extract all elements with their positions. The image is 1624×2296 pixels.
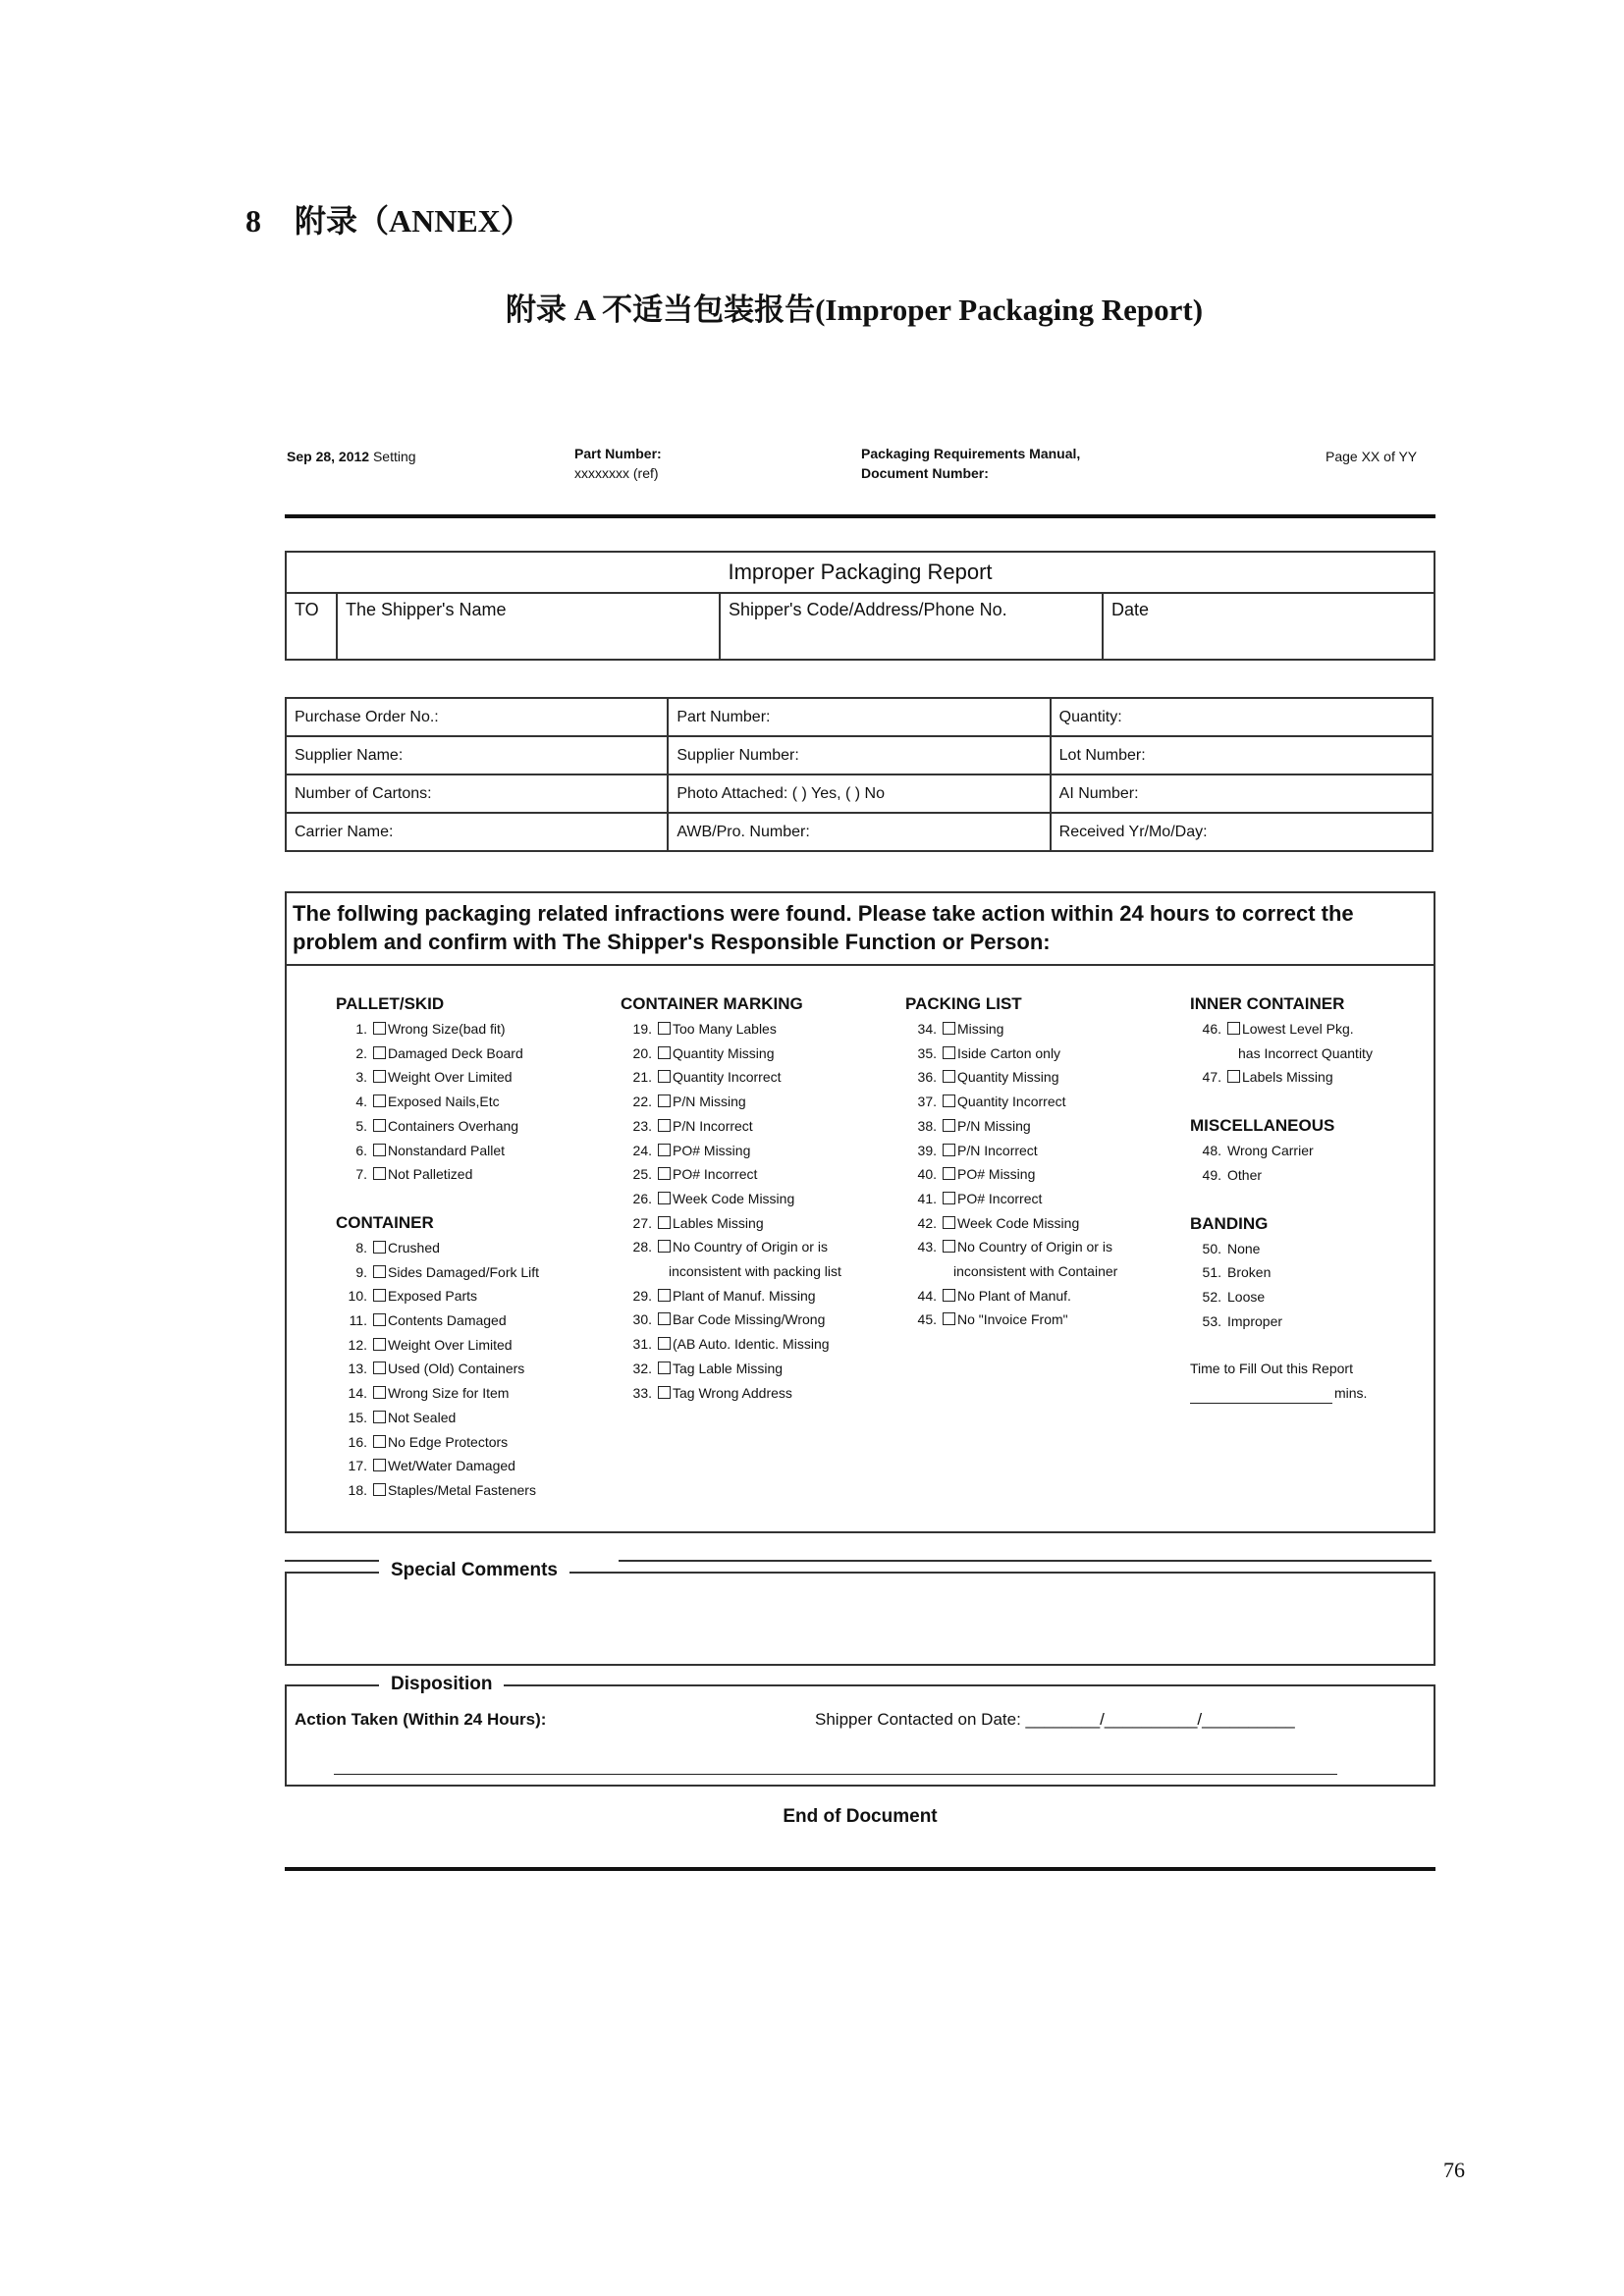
- time-field: [1190, 1381, 1373, 1407]
- item-label: No Country of Origin or is: [673, 1239, 828, 1255]
- list-item[interactable]: [336, 1406, 539, 1430]
- item-label: Weight Over Limited: [388, 1069, 513, 1086]
- checkbox[interactable]: [373, 1022, 386, 1035]
- category-title: CONTAINER: [336, 1212, 434, 1232]
- item-label: Wrong Size(bad fit): [388, 1021, 506, 1037]
- item-number: 14.: [348, 1385, 367, 1402]
- list-item[interactable]: [336, 1381, 539, 1406]
- checkbox[interactable]: [658, 1144, 671, 1156]
- checkbox[interactable]: [373, 1386, 386, 1399]
- checkbox[interactable]: [943, 1240, 955, 1253]
- list-item[interactable]: [905, 1090, 1117, 1114]
- checkbox-list: [336, 1236, 539, 1503]
- checkbox[interactable]: [373, 1411, 386, 1423]
- item-label: Staples/Metal Fasteners: [388, 1481, 536, 1498]
- list-item[interactable]: [336, 1041, 539, 1066]
- checkbox[interactable]: [658, 1289, 671, 1302]
- item-label: Contents Damaged: [388, 1312, 507, 1329]
- item-label: Crushed: [388, 1239, 440, 1255]
- list-item: [1190, 1309, 1373, 1334]
- checkbox[interactable]: [1227, 1022, 1240, 1035]
- time-label: Time to Fill Out this Report: [1190, 1361, 1353, 1377]
- list-item: [1190, 1237, 1373, 1261]
- item-label: Bar Code Missing/Wrong: [673, 1311, 826, 1328]
- item-label: Quantity Incorrect: [957, 1094, 1066, 1110]
- list-item[interactable]: [621, 1308, 841, 1332]
- checkbox-list: [336, 1017, 539, 1187]
- item-label: Exposed Parts: [388, 1288, 478, 1305]
- list-item[interactable]: [905, 1211, 1117, 1236]
- checkbox[interactable]: [373, 1265, 386, 1278]
- item-label: Nonstandard Pallet: [388, 1142, 506, 1158]
- category-title: MISCELLANEOUS: [1190, 1116, 1335, 1136]
- category-title: PACKING LIST: [905, 994, 1022, 1013]
- item-number: 43.: [917, 1239, 937, 1255]
- item-number: 8.: [355, 1239, 367, 1255]
- list-item[interactable]: [336, 1333, 539, 1358]
- item-label: Weight Over Limited: [388, 1336, 513, 1353]
- item-number: 25.: [632, 1166, 652, 1183]
- checkbox[interactable]: [1227, 1070, 1240, 1083]
- checkbox[interactable]: [658, 1070, 671, 1083]
- pallet-column: [336, 991, 539, 1503]
- item-number: 5.: [355, 1117, 367, 1134]
- item-label: Sides Damaged/Fork Lift: [388, 1263, 540, 1280]
- item-number: 4.: [355, 1094, 367, 1110]
- list-item[interactable]: [336, 1139, 539, 1163]
- list-item[interactable]: [905, 1041, 1117, 1066]
- item-number: 2.: [355, 1044, 367, 1061]
- list-item: [1190, 1139, 1373, 1163]
- header-manual: [861, 444, 1080, 483]
- item-label: No Country of Origin or is: [957, 1239, 1112, 1255]
- checkbox-list: [905, 1017, 1117, 1332]
- awb-number-field: AWB/Pro. Number:: [668, 813, 1050, 851]
- list-item: [1190, 1163, 1373, 1188]
- item-number: 22.: [632, 1094, 652, 1110]
- item-label: Quantity Missing: [673, 1044, 775, 1061]
- carrier-name-field: Carrier Name:: [286, 813, 668, 851]
- item-number: 17.: [348, 1458, 367, 1474]
- item-label-continued: inconsistent with packing list: [669, 1263, 841, 1280]
- item-label: Improper: [1227, 1312, 1283, 1329]
- list-item[interactable]: [336, 1065, 539, 1090]
- item-number: 46.: [1202, 1021, 1221, 1037]
- item-label: Wrong Size for Item: [388, 1385, 510, 1402]
- item-label: Exposed Nails,Etc: [388, 1094, 500, 1110]
- list-item[interactable]: [336, 1357, 539, 1381]
- checkbox[interactable]: [373, 1435, 386, 1448]
- item-label-continued: has Incorrect Quantity: [1238, 1044, 1373, 1061]
- item-number: 51.: [1202, 1264, 1221, 1281]
- list-item[interactable]: [336, 1430, 539, 1455]
- list-item[interactable]: [905, 1235, 1117, 1259]
- item-label: Not Sealed: [388, 1409, 457, 1425]
- item-number: 32.: [632, 1360, 652, 1376]
- numbered-list: [1190, 1139, 1373, 1187]
- list-item[interactable]: [336, 1236, 539, 1260]
- table-row: [286, 736, 1433, 774]
- item-number: 1.: [355, 1021, 367, 1037]
- item-number: 13.: [348, 1361, 367, 1377]
- checkbox[interactable]: [943, 1144, 955, 1156]
- quantity-field: Quantity:: [1051, 698, 1433, 736]
- list-item[interactable]: [336, 1284, 539, 1308]
- item-label: Lowest Level Pkg.: [1242, 1021, 1354, 1037]
- comments-line-left: [285, 1560, 383, 1562]
- item-label-continued: inconsistent with Container: [953, 1263, 1118, 1280]
- checkbox-list: [1190, 1017, 1373, 1090]
- checkbox[interactable]: [658, 1337, 671, 1350]
- numbered-list: [1190, 1237, 1373, 1334]
- list-item[interactable]: [905, 1308, 1117, 1332]
- table-row: [286, 774, 1433, 813]
- supplier-name-field: Supplier Name:: [286, 736, 668, 774]
- list-item[interactable]: [905, 1162, 1117, 1187]
- report-title: Improper Packaging Report: [287, 553, 1434, 594]
- special-comments-label: Special Comments: [379, 1560, 569, 1581]
- item-label: No "Invoice From": [957, 1311, 1068, 1328]
- checkbox[interactable]: [373, 1167, 386, 1180]
- item-label: P/N Missing: [957, 1117, 1031, 1134]
- item-label: Tag Wrong Address: [673, 1384, 792, 1401]
- checkbox[interactable]: [658, 1362, 671, 1374]
- item-number: 53.: [1202, 1312, 1221, 1329]
- item-label: PO# Missing: [957, 1166, 1036, 1183]
- action-taken-label: Action Taken (Within 24 Hours):: [295, 1710, 547, 1729]
- item-number: 16.: [348, 1433, 367, 1450]
- list-item[interactable]: [621, 1357, 841, 1381]
- checkbox[interactable]: [373, 1046, 386, 1059]
- list-item[interactable]: [621, 1041, 841, 1066]
- list-item[interactable]: [621, 1332, 841, 1357]
- item-number: 34.: [917, 1021, 937, 1037]
- checkbox[interactable]: [373, 1313, 386, 1326]
- checkbox[interactable]: [943, 1167, 955, 1180]
- item-label: Wrong Carrier: [1227, 1143, 1314, 1159]
- checkbox[interactable]: [943, 1119, 955, 1132]
- action-underline: [334, 1774, 1337, 1775]
- item-number: 52.: [1202, 1288, 1221, 1305]
- list-item[interactable]: [905, 1284, 1117, 1308]
- end-of-document: End of Document: [783, 1806, 938, 1827]
- mins-label: mins.: [1334, 1385, 1368, 1402]
- infractions-heading: The follwing packaging related infractions were found. Please take action within 24 hours to correct the problem and confirm with The Shipper's Responsible Function or Person:: [287, 893, 1434, 966]
- checkbox[interactable]: [373, 1338, 386, 1351]
- ai-number-field: AI Number:: [1051, 774, 1433, 813]
- checkbox[interactable]: [943, 1046, 955, 1059]
- list-item[interactable]: [336, 1114, 539, 1139]
- item-number: 40.: [917, 1166, 937, 1183]
- checkbox[interactable]: [373, 1144, 386, 1156]
- checkbox[interactable]: [943, 1312, 955, 1325]
- item-number: 28.: [632, 1239, 652, 1255]
- info-table: [285, 697, 1434, 852]
- item-label: Wet/Water Damaged: [388, 1458, 515, 1474]
- list-item[interactable]: [621, 1065, 841, 1090]
- checkbox[interactable]: [658, 1167, 671, 1180]
- checkbox[interactable]: [943, 1216, 955, 1229]
- date-field: Date: [1102, 594, 1434, 659]
- header-setting: Setting: [372, 449, 416, 464]
- header-date-value: Sep 28, 2012: [287, 449, 370, 464]
- checkbox[interactable]: [658, 1312, 671, 1325]
- section-heading: [245, 196, 532, 241]
- item-number: 18.: [348, 1481, 367, 1498]
- list-item[interactable]: [336, 1162, 539, 1187]
- item-label: Containers Overhang: [388, 1117, 519, 1134]
- list-item[interactable]: [905, 1065, 1117, 1090]
- checkbox[interactable]: [943, 1289, 955, 1302]
- checkbox[interactable]: [373, 1119, 386, 1132]
- item-number: 33.: [632, 1384, 652, 1401]
- checkbox[interactable]: [373, 1483, 386, 1496]
- checkbox[interactable]: [658, 1240, 671, 1253]
- checkbox[interactable]: [658, 1119, 671, 1132]
- item-label: Loose: [1227, 1288, 1266, 1305]
- packing-column: [905, 991, 1117, 1332]
- item-label: Labels Missing: [1242, 1069, 1333, 1086]
- checkbox-list: [621, 1017, 841, 1405]
- checkbox[interactable]: [658, 1022, 671, 1035]
- item-label: Damaged Deck Board: [388, 1044, 523, 1061]
- header-part-number: [574, 444, 662, 483]
- item-label: Broken: [1227, 1264, 1272, 1281]
- item-label: No Plant of Manuf.: [957, 1287, 1071, 1304]
- item-label: None: [1227, 1240, 1261, 1256]
- item-label: Plant of Manuf. Missing: [673, 1287, 816, 1304]
- item-label: Quantity Missing: [957, 1069, 1059, 1086]
- item-label: Used (Old) Containers: [388, 1361, 525, 1377]
- item-label: Too Many Lables: [673, 1021, 777, 1037]
- shipper-name-field: The Shipper's Name: [336, 594, 719, 659]
- list-item[interactable]: [621, 1235, 841, 1259]
- list-item: [1190, 1260, 1373, 1285]
- item-number: 35.: [917, 1044, 937, 1061]
- disposition-box: [285, 1684, 1435, 1787]
- item-label: (AB Auto. Identic. Missing: [673, 1336, 830, 1353]
- list-item[interactable]: [621, 1162, 841, 1187]
- section-title: 附录（ANNEX）: [295, 203, 532, 239]
- item-number: 3.: [355, 1069, 367, 1086]
- list-item[interactable]: [1190, 1065, 1373, 1090]
- inner-column: [1190, 991, 1373, 1407]
- list-item[interactable]: [336, 1090, 539, 1114]
- item-number: 47.: [1202, 1069, 1221, 1086]
- comments-line-right: [619, 1560, 1432, 1562]
- item-number: 42.: [917, 1214, 937, 1231]
- item-number: 48.: [1202, 1143, 1221, 1159]
- item-label: PO# Incorrect: [673, 1166, 758, 1183]
- item-number: 30.: [632, 1311, 652, 1328]
- shipper-code-field: Shipper's Code/Address/Phone No.: [719, 594, 1102, 659]
- item-number: 27.: [632, 1214, 652, 1231]
- disposition-label: Disposition: [379, 1674, 504, 1695]
- lot-number-field: Lot Number:: [1051, 736, 1433, 774]
- checkbox[interactable]: [373, 1362, 386, 1374]
- report-header-box: [285, 551, 1435, 661]
- item-label: PO# Incorrect: [957, 1190, 1043, 1206]
- list-item[interactable]: [621, 1139, 841, 1163]
- manual-line2: Document Number:: [861, 465, 989, 481]
- list-item[interactable]: [621, 1187, 841, 1211]
- item-label: Week Code Missing: [673, 1190, 795, 1206]
- item-number: 23.: [632, 1117, 652, 1134]
- header-rule: [285, 514, 1435, 518]
- list-item[interactable]: [621, 1381, 841, 1406]
- checkbox[interactable]: [943, 1192, 955, 1204]
- item-number: 7.: [355, 1166, 367, 1183]
- checkbox[interactable]: [658, 1095, 671, 1107]
- list-item[interactable]: [621, 1017, 841, 1041]
- item-label: P/N Incorrect: [673, 1117, 753, 1134]
- list-item[interactable]: [336, 1308, 539, 1333]
- item-number: 6.: [355, 1142, 367, 1158]
- category-title: CONTAINER MARKING: [621, 994, 803, 1013]
- annex-title: 附录 A 不适当包装报告(Improper Packaging Report): [505, 293, 1204, 327]
- item-number: 12.: [348, 1336, 367, 1353]
- item-number: 36.: [917, 1069, 937, 1086]
- item-number: 21.: [632, 1069, 652, 1086]
- list-item[interactable]: [336, 1478, 539, 1503]
- item-label: Quantity Incorrect: [673, 1069, 782, 1086]
- time-underline: [1190, 1403, 1332, 1404]
- manual-line1: Packaging Requirements Manual,: [861, 446, 1081, 461]
- list-item[interactable]: [336, 1454, 539, 1478]
- checkbox[interactable]: [943, 1070, 955, 1083]
- checkbox[interactable]: [943, 1022, 955, 1035]
- list-item[interactable]: [1190, 1017, 1373, 1041]
- category-title: PALLET/SKID: [336, 994, 445, 1013]
- shipper-contacted-label: Shipper Contacted on Date: ________/__________/__________: [815, 1710, 1295, 1729]
- item-number: 45.: [917, 1311, 937, 1328]
- page-number: 76: [1443, 2158, 1465, 2182]
- checkbox[interactable]: [373, 1095, 386, 1107]
- marking-column: [621, 991, 841, 1405]
- item-label: Not Palletized: [388, 1166, 473, 1183]
- part-number-field: Part Number:: [668, 698, 1050, 736]
- item-number: 39.: [917, 1142, 937, 1158]
- list-item[interactable]: [336, 1017, 539, 1041]
- section-number: 8: [245, 203, 261, 239]
- to-label: TO: [295, 600, 319, 619]
- cartons-field: Number of Cartons:: [286, 774, 668, 813]
- checkbox[interactable]: [658, 1192, 671, 1204]
- item-number: 24.: [632, 1142, 652, 1158]
- list-item[interactable]: [621, 1114, 841, 1139]
- list-item[interactable]: [905, 1139, 1117, 1163]
- checkbox[interactable]: [658, 1386, 671, 1399]
- item-number: 44.: [917, 1287, 937, 1304]
- list-item: [1190, 1285, 1373, 1309]
- category-title: INNER CONTAINER: [1190, 994, 1345, 1013]
- supplier-number-field: Supplier Number:: [668, 736, 1050, 774]
- item-number: 11.: [349, 1312, 367, 1329]
- item-number: 50.: [1202, 1240, 1221, 1256]
- checkbox[interactable]: [373, 1459, 386, 1471]
- checkbox[interactable]: [658, 1046, 671, 1059]
- item-number: 49.: [1202, 1166, 1221, 1183]
- part-number-label: Part Number:: [574, 446, 662, 461]
- item-label: PO# Missing: [673, 1142, 751, 1158]
- infractions-box: [285, 891, 1435, 1533]
- photo-attached-field: Photo Attached: ( ) Yes, ( ) No: [668, 774, 1050, 813]
- checkbox[interactable]: [658, 1216, 671, 1229]
- list-item[interactable]: [905, 1017, 1117, 1041]
- special-comments-box: [285, 1572, 1435, 1666]
- part-number-value: xxxxxxxx (ref): [574, 465, 659, 481]
- item-label: Week Code Missing: [957, 1214, 1080, 1231]
- table-row: [286, 698, 1433, 736]
- checkbox[interactable]: [943, 1095, 955, 1107]
- category-title: BANDING: [1190, 1213, 1269, 1233]
- item-label: Missing: [957, 1021, 1004, 1037]
- received-date-field: Received Yr/Mo/Day:: [1051, 813, 1433, 851]
- item-number: 31.: [632, 1336, 652, 1353]
- item-number: 15.: [348, 1409, 367, 1425]
- checkbox[interactable]: [373, 1241, 386, 1254]
- item-number: 37.: [917, 1094, 937, 1110]
- item-number: 10.: [348, 1288, 367, 1305]
- header-page: Page XX of YY: [1326, 449, 1418, 464]
- item-number: 26.: [632, 1190, 652, 1206]
- item-number: 38.: [917, 1117, 937, 1134]
- checkbox[interactable]: [373, 1289, 386, 1302]
- item-label: Tag Lable Missing: [673, 1360, 784, 1376]
- list-item[interactable]: [336, 1260, 539, 1285]
- item-number: 9.: [355, 1263, 367, 1280]
- item-label: Other: [1227, 1166, 1263, 1183]
- item-label: Iside Carton only: [957, 1044, 1061, 1061]
- list-item[interactable]: [621, 1284, 841, 1308]
- item-number: 29.: [632, 1287, 652, 1304]
- po-number-field: Purchase Order No.:: [286, 698, 668, 736]
- list-item[interactable]: [905, 1187, 1117, 1211]
- list-item[interactable]: [621, 1211, 841, 1236]
- item-number: 19.: [632, 1021, 652, 1037]
- item-label: Lables Missing: [673, 1214, 764, 1231]
- header-date: [287, 447, 416, 466]
- item-label: No Edge Protectors: [388, 1433, 509, 1450]
- item-number: 41.: [917, 1190, 937, 1206]
- item-label: P/N Missing: [673, 1094, 746, 1110]
- footer-rule: [285, 1867, 1435, 1871]
- table-row: [286, 813, 1433, 851]
- checkbox[interactable]: [373, 1070, 386, 1083]
- list-item[interactable]: [621, 1090, 841, 1114]
- list-item[interactable]: [905, 1114, 1117, 1139]
- item-number: 20.: [632, 1044, 652, 1061]
- item-label: P/N Incorrect: [957, 1142, 1038, 1158]
